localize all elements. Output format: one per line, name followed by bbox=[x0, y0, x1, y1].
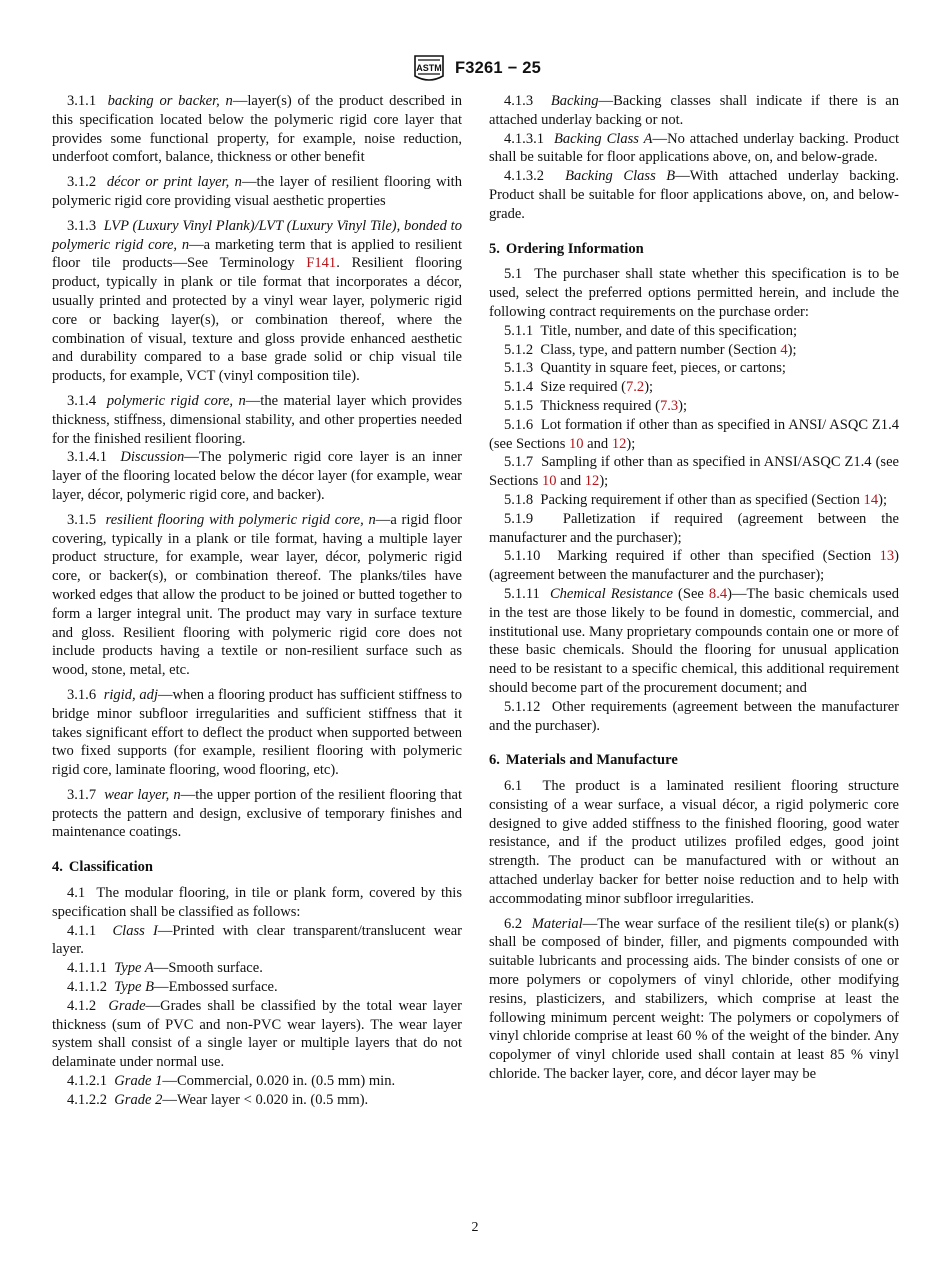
paragraph-4-1-1-2: 4.1.1.2 Type B—Embossed surface. bbox=[67, 979, 278, 996]
term: Backing bbox=[550, 93, 599, 109]
paragraph-5-1-12: 5.1.12 Other requirements (agreement between the manufacturer and the purchaser). bbox=[489, 698, 900, 734]
term: Type B bbox=[114, 979, 155, 996]
reference-link-8-4[interactable]: 8.4 bbox=[708, 585, 728, 602]
paragraph-4-1-2-2: 4.1.2.2 Grade 2—Wear layer < 0.020 in. (0.5 mm). bbox=[67, 1091, 369, 1108]
section-heading-6: 6. Materials and Manufacture bbox=[489, 752, 678, 769]
term: décor or print layer, n bbox=[106, 174, 242, 191]
svg-text:ASTM: ASTM bbox=[416, 63, 442, 73]
reference-link-7-2[interactable]: 7.2 bbox=[626, 379, 645, 396]
paragraph-6-2: 6.2 Material—The wear surface of the resilient tile(s) or plank(s) shall be composed of binder, filler, and pigments compounded with suitable lubricants and processing aids. The binder consists of one or more polymers or copolymers of vinyl chloride, other modifying resins, plasticizers, and stabilizers, which comprise at least the following minimum percent weight: The polymers or copolymers of vinyl chloride comprise at least 60 % of the weight of the binder. Any copolymer of vinyl chloride used shall contain at least 85 % vinyl chloride. The backer layer, core, and décor layer may be bbox=[489, 915, 899, 1083]
paragraph-4-1: 4.1 The modular flooring, in tile or plank form, covered by this specification shall be classified as follows: bbox=[52, 885, 462, 920]
paragraph-4-1-1: 4.1.1 Class I—Printed with clear transparent/translucent wear layer. bbox=[52, 922, 463, 958]
paragraph-5-1-5: 5.1.5 Thickness required (7.3); bbox=[504, 397, 688, 414]
term: wear layer, n bbox=[104, 786, 181, 803]
term: Grade bbox=[108, 997, 146, 1014]
reference-link-10[interactable]: 10 bbox=[541, 473, 557, 490]
standard-designation: F3261 − 25 bbox=[455, 58, 541, 77]
reference-link-14[interactable]: 14 bbox=[863, 491, 879, 508]
paragraph-3-1-1: 3.1.1 backing or backer, n—layer(s) of the product described in this specification located below the polymeric rigid core layer that provides some functional property, for example, noise reduction, underfoot comfort, balance, thickness or other benefit bbox=[52, 93, 462, 166]
page-number: 2 bbox=[471, 1220, 479, 1235]
term: LVP (Luxury Vinyl Plank)/LVT (Luxury Vinyl Tile), bonded to polymeric rigid core, n bbox=[52, 217, 462, 253]
paragraph-3-1-2: 3.1.2 décor or print layer, n—the layer of resilient flooring with polymeric rigid core providing visual aesthetic properties bbox=[52, 174, 462, 209]
astm-logo-icon bbox=[409, 52, 449, 84]
left-column bbox=[52, 92, 462, 1110]
term: Class I bbox=[112, 922, 158, 939]
paragraph-5-1-6: 5.1.6 Lot formation if other than as specified in ANSI/ ASQC Z1.4 (see Sections 10 and 12); bbox=[489, 416, 899, 452]
term: Backing Class A bbox=[553, 130, 653, 147]
paragraph-3-1-4-1: 3.1.4.1 Discussion—The polymeric rigid core layer is an inner layer of the flooring located below the décor layer (for example, wear layer, décor, polymeric rigid core, and backer). bbox=[52, 449, 462, 503]
paragraph-3-1-7: 3.1.7 wear layer, n—the upper portion of the resilient flooring that protects the pattern and design, exclusive of temporary finishes and maintenance coatings. bbox=[52, 786, 462, 841]
term: polymeric rigid core, n bbox=[106, 392, 246, 409]
term: backing or backer, n bbox=[107, 93, 233, 109]
paragraph-5-1-9: 5.1.9 Palletization if required (agreement between the manufacturer and the purchaser); bbox=[489, 510, 899, 546]
term: Grade 2 bbox=[114, 1091, 163, 1108]
paragraph-5-1: 5.1 The purchaser shall state whether this specification is to be used, select the preferred options permitted herein, and include the following contract requirements on the purchase order: bbox=[489, 266, 899, 320]
paragraph-4-1-3-2: 4.1.3.2 Backing Class B—With attached underlay backing. Product shall be suitable for floor applications above, on, and below-grade. bbox=[489, 168, 899, 222]
paragraph-5-1-4: 5.1.4 Size required (7.2); bbox=[504, 379, 654, 396]
paragraph-5-1-7: 5.1.7 Sampling if other than as specified in ANSI/ASQC Z1.4 (see Sections 10 and 12); bbox=[489, 454, 899, 490]
paragraph-5-1-2: 5.1.2 Class, type, and pattern number (Section 4); bbox=[504, 341, 797, 358]
page-header bbox=[0, 52, 950, 84]
paragraph-3-1-4: 3.1.4 polymeric rigid core, n—the material layer which provides thickness, stiffness, dimensional stability, and other properties needed for the finished resilient flooring. bbox=[52, 392, 462, 447]
paragraph-4-1-3: 4.1.3 Backing—Backing classes shall indicate if there is an attached underlay backing or not. bbox=[489, 93, 899, 128]
reference-link-12[interactable]: 12 bbox=[611, 435, 627, 452]
paragraph-6-1: 6.1 The product is a laminated resilient flooring structure consisting of a wear surface, a visual décor, a rigid polymeric core designed to give added stiffness to the finished flooring, good water resistance, and if the product utilizes profiled edges, good joint strength. The product can be manufactured with or without an attached underlay backer for better noise reduction and to help with accommodating minor subfloor irregularities. bbox=[489, 778, 899, 907]
paragraph-4-1-2-1: 4.1.2.1 Grade 1—Commercial, 0.020 in. (0.5 mm) min. bbox=[67, 1073, 396, 1090]
paragraph-5-1-1: 5.1.1 Title, number, and date of this specification; bbox=[504, 322, 798, 339]
term: rigid, adj bbox=[103, 686, 158, 703]
paragraph-5-1-11: 5.1.11 Chemical Resistance (See 8.4)—The basic chemicals used in the test are those likely to be found in domestic, commercial, and institutional use. Many proprietary compounds contain one or more of these basic chemicals. Should the flooring for unusual application need to be resistant to a specific chemical, this additional requirement should become part of the procurement document; and bbox=[489, 585, 899, 696]
reference-link-13[interactable]: 13 bbox=[879, 548, 895, 565]
reference-link-12[interactable]: 12 bbox=[584, 473, 600, 490]
paragraph-5-1-10: 5.1.10 Marking required if other than specified (Section 13) (agreement between the manufacturer and the purchaser); bbox=[489, 548, 899, 584]
term: Backing Class B bbox=[565, 168, 676, 185]
term: Type A bbox=[114, 960, 154, 977]
paragraph-5-1-3: 5.1.3 Quantity in square feet, pieces, or cartons; bbox=[504, 360, 786, 377]
section-heading-5: 5. Ordering Information bbox=[489, 240, 644, 257]
right-column bbox=[489, 92, 899, 1090]
term: Material bbox=[531, 915, 583, 932]
reference-link-section-4[interactable]: 4 bbox=[780, 341, 788, 358]
paragraph-4-1-2: 4.1.2 Grade—Grades shall be classified by the total wear layer thickness (sum of PVC and non-PVC wear layers). The wear layer system shall consist of a single layer or multiple layers that do not delaminate under normal use. bbox=[52, 997, 462, 1071]
term: Discussion bbox=[120, 449, 185, 466]
paragraph-5-1-8: 5.1.8 Packing requirement if other than as specified (Section 14); bbox=[504, 491, 887, 508]
paragraph-4-1-3-1: 4.1.3.1 Backing Class A—No attached underlay backing. Product shall be suitable for floor applications above, on, and below-grade. bbox=[489, 130, 899, 166]
paragraph-3-1-3: 3.1.3 LVP (Luxury Vinyl Plank)/LVT (Luxury Vinyl Tile), bonded to polymeric rigid core, n—a marketing term that is applied to resilient floor tile products—See Terminology F141. Resilient flooring product, typically in plank or tile format that incorporates a décor, usually printed and protected by a vinyl wear layer, polymeric rigid core or backing layer(s), or combination thereof, where the combination of visual, texture and gloss provide enhanced aesthetic and durability compared to a base grade solid or chip visual tile products, for example, VCT (vinyl composition tile). bbox=[52, 217, 462, 385]
term: Chemical Resistance bbox=[549, 585, 673, 602]
term: Grade 1 bbox=[114, 1073, 163, 1090]
paragraph-3-1-5: 3.1.5 resilient flooring with polymeric rigid core, n—a rigid floor covering, typically in a plank or tile format, having a multiple layer product structure, for example, wear layer, décor, polymeric rigid core, or backer(s), or combination thereof. The planks/tiles have worked edges that allow the product to be joined or butted together to form a larger integral unit. The product may vary in surface texture and gloss. Resilient flooring with polymeric rigid core does not include products having a textile or non-resilient surface such as wood, stone, metal, etc. bbox=[52, 511, 462, 679]
reference-link-10[interactable]: 10 bbox=[569, 435, 584, 452]
reference-link-f141[interactable]: F141 bbox=[306, 255, 337, 272]
reference-link-7-3[interactable]: 7.3 bbox=[659, 397, 679, 414]
paragraph-3-1-6: 3.1.6 rigid, adj—when a flooring product has sufficient stiffness to bridge minor subfloor irregularities and sufficient stiffness that it takes significant effort to deflect the product when supported between two fixed supports (for example, resilient flooring with polymeric rigid core, laminate flooring, wood flooring, etc). bbox=[52, 686, 462, 779]
section-heading-4: 4. Classification bbox=[52, 859, 153, 876]
paragraph-4-1-1-1: 4.1.1.1 Type A—Smooth surface. bbox=[67, 960, 263, 977]
term: resilient flooring with polymeric rigid core, n bbox=[105, 511, 376, 528]
